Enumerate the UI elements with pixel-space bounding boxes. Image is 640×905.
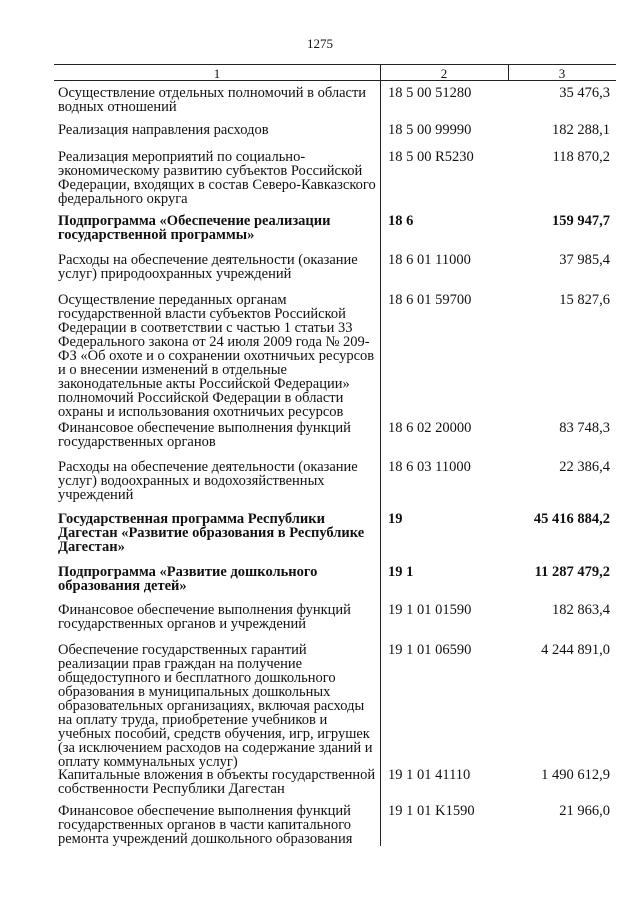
row-name: Подпрограмма «Обеспечение реализации государственной программы» <box>58 213 331 243</box>
row-amount: 15 827,6 <box>559 292 610 308</box>
row-name: Расходы на обеспечение деятельности (оказание услуг) природоохранных учреждений <box>58 252 358 282</box>
row-name: Реализация направления расходов <box>58 122 269 138</box>
row-name: Реализация мероприятий по социально-экономическому развитию субъектов Российской Федерации, входящих в состав Северо-Кавказского федерального округа <box>58 149 376 207</box>
row-code: 18 6 <box>388 213 414 229</box>
row-amount: 118 870,2 <box>552 149 610 165</box>
row-name: Финансовое обеспечение выполнения функций государственных органов <box>58 420 351 450</box>
row-name: Обеспечение государственных гарантий реализации прав граждан на получение общедоступного и бесплатного дошкольного образования в муниципальных дошкольных образовательных организациях, включая расходы на оплату труда, приобретение учебников и учебных пособий, средств обучения, игр, игрушек (за исключением расходов на содержание зданий и оплату коммунальных услуг) <box>58 642 373 770</box>
row-code: 18 6 03 11000 <box>388 459 471 475</box>
row-code: 18 5 00 R5230 <box>388 149 474 165</box>
column-header-2: 2 <box>440 66 448 81</box>
row-amount: 182 288,1 <box>552 122 610 138</box>
row-amount: 45 416 884,2 <box>533 511 610 527</box>
column-header-3: 3 <box>558 66 566 81</box>
row-code: 19 <box>388 511 403 527</box>
row-name: Финансовое обеспечение выполнения функций государственных органов и учреждений <box>58 602 351 632</box>
row-code: 19 1 01 06590 <box>388 642 472 658</box>
row-code: 19 1 01 01590 <box>388 602 472 618</box>
row-code: 18 5 00 51280 <box>388 85 472 101</box>
row-amount: 159 947,7 <box>552 213 610 229</box>
row-name: Осуществление отдельных полномочий в области водных отношений <box>58 85 367 115</box>
row-code: 18 6 01 11000 <box>388 252 471 268</box>
row-code: 18 6 02 20000 <box>388 420 472 436</box>
row-amount: 4 244 891,0 <box>541 642 610 658</box>
column-header-1: 1 <box>213 66 221 81</box>
table-top-border <box>54 64 616 65</box>
row-name: Осуществление переданных органам государственной власти субъектов Российской Федерации в соответствии с частью 1 статьи 33 Федерального закона от 24 июля 2009 года № 209-ФЗ «Об охоте и о сохранении охотничьих ресурсов и о внесении изменений в отдельные законодательные акты Российской Федерации» полномочий Российской Федерации в области охраны и использования охотничьих ресурсов <box>58 292 375 420</box>
row-amount: 35 476,3 <box>559 85 610 101</box>
page-number: 1275 <box>307 36 333 51</box>
row-code: 18 5 00 99990 <box>388 122 472 138</box>
row-code: 18 6 01 59700 <box>388 292 472 308</box>
row-name: Расходы на обеспечение деятельности (оказание услуг) водоохранных и водохозяйственных учреждений <box>58 459 358 503</box>
row-code: 19 1 01 K1590 <box>388 803 475 819</box>
row-amount: 11 287 479,2 <box>534 564 610 580</box>
row-name: Капитальные вложения в объекты государственной собственности Республики Дагестан <box>58 767 376 797</box>
row-amount: 83 748,3 <box>559 420 610 436</box>
row-name: Государственная программа Республики Дагестан «Развитие образования в Республике Дагестан» <box>58 511 365 555</box>
column-divider-1 <box>380 64 381 846</box>
row-amount: 37 985,4 <box>559 252 610 268</box>
row-amount: 1 490 612,9 <box>541 767 610 783</box>
row-name: Подпрограмма «Развитие дошкольного образования детей» <box>58 564 318 594</box>
row-code: 19 1 01 41110 <box>388 767 471 783</box>
row-name: Финансовое обеспечение выполнения функций государственных органов в части капитального ремонта учреждений дошкольного образования <box>58 803 353 847</box>
row-amount: 21 966,0 <box>559 803 610 819</box>
row-amount: 22 386,4 <box>559 459 610 475</box>
row-code: 19 1 <box>388 564 414 580</box>
row-amount: 182 863,4 <box>552 602 610 618</box>
